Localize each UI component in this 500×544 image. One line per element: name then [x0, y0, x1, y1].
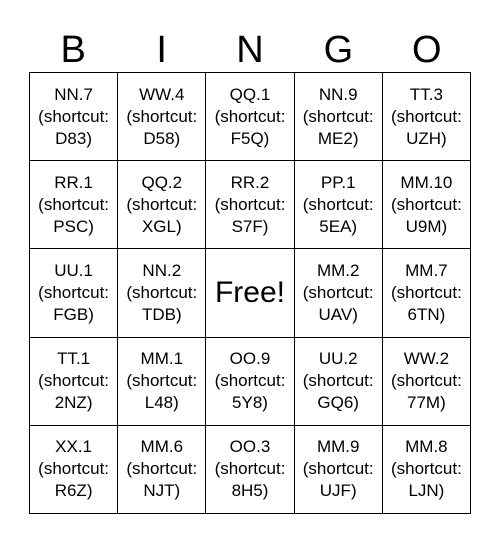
cell-code: WW.4 [139, 84, 185, 104]
cell-value: U9M) [405, 216, 448, 236]
cell-value: ME2) [317, 128, 359, 148]
bingo-cell[interactable] [383, 73, 471, 161]
cell-value: L48) [144, 393, 179, 413]
bingo-board [29, 72, 471, 514]
cell-value: GQ6) [317, 393, 359, 413]
header-letter-o: O [412, 29, 442, 71]
bingo-cell[interactable] [30, 426, 118, 514]
cell-value: 8H5) [231, 481, 269, 501]
cell-code: UU.1 [54, 260, 93, 280]
bingo-cell[interactable] [30, 161, 118, 249]
cell-label: (shortcut: [390, 371, 462, 391]
header-letter-b: B [60, 29, 86, 71]
cell-label: (shortcut: [302, 371, 374, 391]
cell-code: QQ.1 [229, 84, 271, 104]
bingo-cell[interactable] [295, 73, 383, 161]
cell-value: 5Y8) [232, 393, 268, 413]
bingo-cell[interactable] [206, 426, 294, 514]
cell-label: (shortcut: [302, 459, 374, 479]
cell-label: (shortcut: [126, 371, 198, 391]
cell-code: QQ.2 [141, 172, 183, 192]
bingo-cell[interactable] [295, 161, 383, 249]
bingo-cell[interactable] [295, 426, 383, 514]
bingo-cell[interactable] [206, 161, 294, 249]
bingo-cell[interactable] [383, 426, 471, 514]
cell-label: (shortcut: [38, 459, 110, 479]
cell-label: (shortcut: [38, 371, 110, 391]
cell-label: (shortcut: [126, 282, 198, 302]
cell-label: (shortcut: [390, 459, 462, 479]
cell-label: (shortcut: [302, 282, 374, 302]
cell-label: (shortcut: [126, 194, 198, 214]
cell-code: RR.1 [54, 172, 93, 192]
cell-code: TT.1 [57, 349, 91, 369]
cell-code: NN.2 [142, 260, 182, 280]
cell-code: MM.1 [140, 349, 184, 369]
cell-label: (shortcut: [302, 106, 374, 126]
cell-value: UJF) [319, 481, 357, 501]
cell-value: TDB) [141, 304, 182, 324]
free-space-label: Free! [214, 275, 285, 309]
cell-value: 77M) [407, 393, 446, 413]
cell-label: (shortcut: [390, 282, 462, 302]
cell-code: MM.9 [316, 437, 360, 457]
cell-label: (shortcut: [38, 282, 110, 302]
cell-value: R6Z) [54, 481, 93, 501]
cell-code: MM.10 [400, 172, 453, 192]
cell-value: FGB) [53, 304, 94, 324]
cell-value: NJT) [143, 481, 181, 501]
cell-code: OO.9 [229, 349, 271, 369]
header-letter-g: G [323, 29, 354, 71]
bingo-cell[interactable] [383, 161, 471, 249]
cell-code: TT.3 [409, 84, 443, 104]
cell-label: (shortcut: [126, 459, 198, 479]
bingo-cell[interactable] [295, 249, 383, 337]
cell-label: (shortcut: [214, 194, 286, 214]
cell-label: (shortcut: [38, 194, 110, 214]
cell-value: S7F) [231, 216, 269, 236]
bingo-cell[interactable] [295, 338, 383, 426]
cell-value: D58) [143, 128, 181, 148]
bingo-cell[interactable] [118, 73, 206, 161]
cell-value: 2NZ) [54, 393, 93, 413]
bingo-cell[interactable] [30, 338, 118, 426]
cell-code: MM.8 [405, 437, 448, 457]
bingo-header [29, 28, 471, 72]
cell-label: (shortcut: [302, 194, 374, 214]
cell-code: XX.1 [55, 437, 93, 457]
bingo-cell[interactable] [118, 249, 206, 337]
cell-label: (shortcut: [214, 371, 286, 391]
cell-value: UAV) [318, 304, 358, 324]
cell-label: (shortcut: [390, 106, 462, 126]
header-letter-n: N [236, 29, 264, 71]
header-letter-i: I [156, 29, 167, 71]
cell-value: XGL) [141, 216, 182, 236]
cell-value: 5EA) [319, 216, 358, 236]
cell-code: NN.7 [54, 84, 93, 104]
bingo-cell[interactable] [30, 249, 118, 337]
cell-code: MM.2 [316, 260, 360, 280]
bingo-cell[interactable] [118, 338, 206, 426]
bingo-cell[interactable] [383, 338, 471, 426]
cell-code: MM.6 [140, 437, 184, 457]
cell-value: UZH) [406, 128, 447, 148]
cell-label: (shortcut: [390, 194, 462, 214]
cell-code: RR.2 [230, 172, 270, 192]
cell-code: OO.3 [229, 437, 271, 457]
bingo-cell[interactable] [118, 161, 206, 249]
cell-code: NN.9 [318, 84, 358, 104]
free-space-cell[interactable] [206, 249, 294, 337]
cell-value: LJN) [408, 481, 445, 501]
cell-label: (shortcut: [38, 106, 110, 126]
cell-label: (shortcut: [126, 106, 198, 126]
cell-label: (shortcut: [214, 106, 286, 126]
cell-value: PSC) [53, 216, 94, 236]
cell-label: (shortcut: [214, 459, 286, 479]
cell-value: F5Q) [230, 128, 270, 148]
bingo-cell[interactable] [30, 73, 118, 161]
bingo-cell[interactable] [206, 73, 294, 161]
cell-code: PP.1 [320, 172, 356, 192]
bingo-cell[interactable] [206, 338, 294, 426]
cell-value: 6TN) [407, 304, 446, 324]
bingo-cell[interactable] [118, 426, 206, 514]
bingo-cell[interactable] [383, 249, 471, 337]
cell-value: D83) [55, 128, 93, 148]
cell-code: UU.2 [318, 349, 358, 369]
cell-code: MM.7 [405, 260, 448, 280]
cell-code: WW.2 [403, 349, 450, 369]
